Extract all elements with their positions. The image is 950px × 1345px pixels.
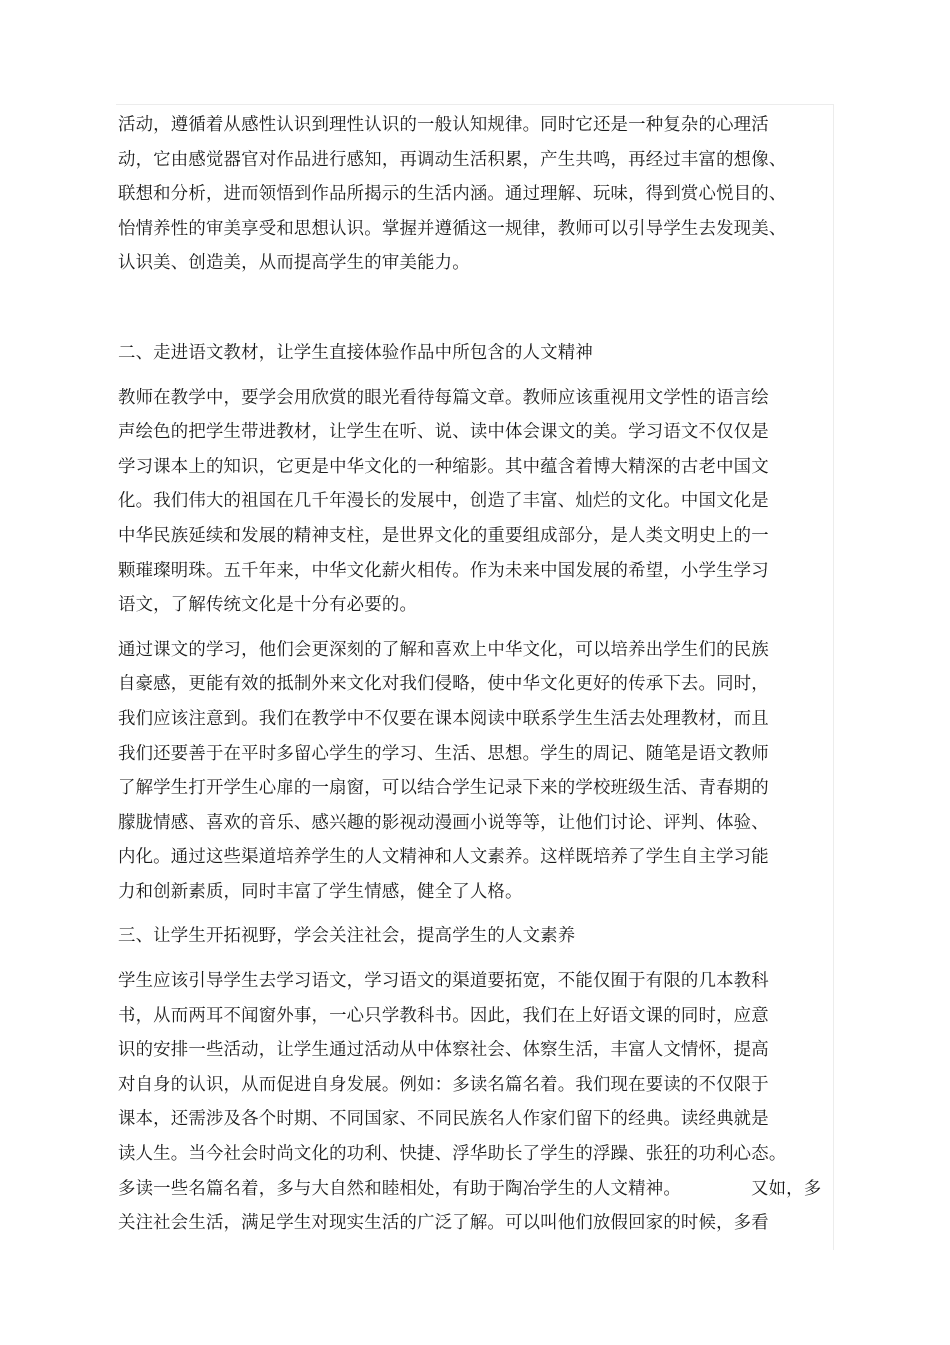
text-line: 认识美、创造美，从而提高学生的审美能力。 xyxy=(118,253,470,274)
text-line: 学生应该引导学生去学习语文，学习语文的渠道要拓宽，不能仅囿于有限的几本教科 xyxy=(118,971,769,992)
text-line: 力和创新素质，同时丰富了学生情感，健全了人格。 xyxy=(118,881,523,902)
paragraph-2a xyxy=(118,381,818,623)
text-line: 动，它由感觉器官对作品进行感知，再调动生活积累，产生共鸣，再经过丰富的想像、 xyxy=(118,149,787,170)
text-line: 活动，遵循着从感性认识到理性认识的一般认知规律。同时它还是一种复杂的心理活 xyxy=(118,115,769,135)
text-line: 关注社会生活，满足学生对现实生活的广泛了解。可以叫他们放假回家的时候，多看 xyxy=(118,1213,769,1234)
text-line: 朦胧情感、喜欢的音乐、感兴趣的影视动漫画小说等等，让他们讨论、评判、体验、 xyxy=(118,812,769,833)
paragraph-2b xyxy=(118,633,818,910)
text-line: 通过课文的学习，他们会更深刻的了解和喜欢上中华文化，可以培养出学生们的民族 xyxy=(118,639,769,660)
text-line-left: 多读一些名篇名着，多与大自然和睦相处，有助于陶冶学生的人文精神。 xyxy=(118,1178,681,1199)
text-line: 声绘色的把学生带进教材，让学生在听、说、读中体会课文的美。学习语文不仅仅是 xyxy=(118,422,769,443)
text-line-split xyxy=(118,1172,822,1207)
text-line: 教师在教学中，要学会用欣赏的眼光看待每篇文章。教师应该重视用文学性的语言绘 xyxy=(118,387,769,408)
text-line: 课本，还需涉及各个时期、不同国家、不同民族名人作家们留下的经典。读经典就是 xyxy=(118,1109,769,1130)
document-body xyxy=(118,108,822,1241)
text-line: 读人生。当今社会时尚文化的功利、快捷、浮华助长了学生的浮躁、张狂的功利心态。 xyxy=(118,1144,787,1165)
section-heading-2: 二、走进语文教材，让学生直接体验作品中所包含的人文精神 xyxy=(118,342,593,363)
text-line: 化。我们伟大的祖国在几千年漫长的发展中，创造了丰富、灿烂的文化。中国文化是 xyxy=(118,491,769,512)
text-line: 联想和分析，进而领悟到作品所揭示的生活内涵。通过理解、玩味，得到赏心悦目的、 xyxy=(118,184,787,205)
text-line: 内化。通过这些渠道培养学生的人文精神和人文素养。这样既培养了学生自主学习能 xyxy=(118,847,769,868)
paragraph-3 xyxy=(118,964,822,1241)
text-line: 怡情养性的审美享受和思想认识。掌握并遵循这一规律，教师可以引导学生去发现美、 xyxy=(118,218,787,239)
text-line: 了解学生打开学生心扉的一扇窗，可以结合学生记录下来的学校班级生活、青春期的 xyxy=(118,778,769,799)
section-heading-3: 三、让学生开拓视野，学会关注社会，提高学生的人文素养 xyxy=(118,926,576,947)
text-line: 我们还要善于在平时多留心学生的学习、生活、思想。学生的周记、随笔是语文教师 xyxy=(118,743,769,764)
text-line: 颗璀璨明珠。五千年来，中华文化薪火相传。作为未来中国发展的希望，小学生学习 xyxy=(118,560,769,581)
text-line: 识的安排一些活动，让学生通过活动从中体察社会、体察生活，丰富人文情怀，提高 xyxy=(118,1040,769,1061)
text-line-right: 又如，多 xyxy=(751,1178,822,1199)
text-line: 学习课本上的知识，它更是中华文化的一种缩影。其中蕴含着博大精深的古老中国文 xyxy=(118,456,769,477)
text-line: 对自身的认识，从而促进自身发展。例如：多读名篇名着。我们现在要读的不仅限于 xyxy=(118,1074,769,1095)
text-line: 语文，了解传统文化是十分有必要的。 xyxy=(118,595,418,616)
text-line: 书，从而两耳不闻窗外事，一心只学教科书。因此，我们在上好语文课的同时，应意 xyxy=(118,1005,769,1026)
paragraph-intro xyxy=(118,108,818,281)
text-line: 自豪感，更能有效的抵制外来文化对我们侵略，使中华文化更好的传承下去。同时， xyxy=(118,674,769,695)
text-line: 中华民族延续和发展的精神支柱，是世界文化的重要组成部分，是人类文明史上的一 xyxy=(118,525,769,546)
text-line: 我们应该注意到。我们在教学中不仅要在课本阅读中联系学生生活去处理教材，而且 xyxy=(118,708,769,729)
